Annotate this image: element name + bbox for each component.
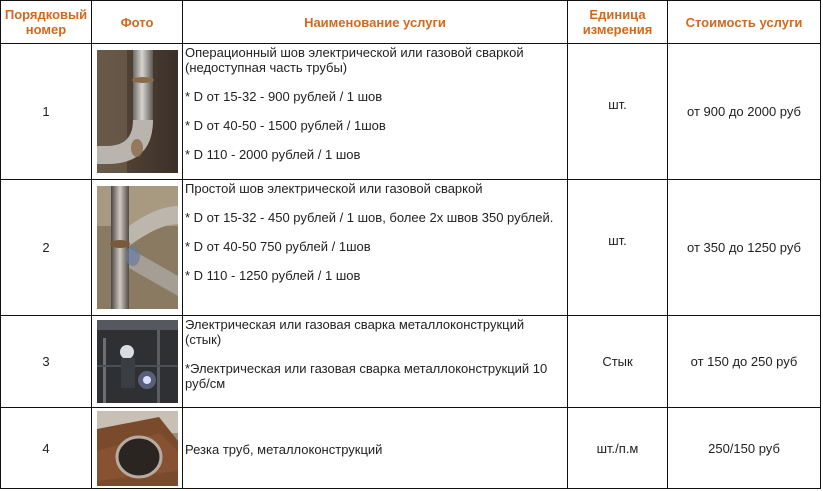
welded-pipe-joint-photo: [97, 186, 178, 309]
header-unit: Единица измерения: [582, 7, 653, 37]
row-number: 4: [42, 441, 50, 456]
unit-value: Стык: [602, 354, 633, 369]
service-title: Операционный шов электрической или газовой сваркой (недоступная часть трубы): [185, 45, 524, 75]
row-number: 3: [42, 354, 50, 369]
price-value: от 900 до 2000 руб: [687, 104, 801, 119]
welded-pipe-elbow-photo: [97, 50, 178, 173]
service-description: [183, 180, 567, 315]
column-divider: [91, 1, 92, 488]
cut-pipe-end-photo: [97, 411, 178, 486]
unit-value: шт.: [608, 232, 627, 248]
price-detail: * D от 15-32 - 900 рублей / 1 шов: [185, 89, 383, 104]
price-detail: * D 110 - 1250 рублей / 1 шов: [185, 268, 361, 283]
service-title: Электрическая или газовая сварка металлоконструкций (стык): [185, 317, 525, 347]
price-detail: * D от 40-50 750 рублей / 1шов: [185, 239, 371, 254]
header-service-name: Наименование услуги: [304, 14, 446, 30]
header-number: Порядковый номер: [4, 7, 88, 37]
service-description: [183, 408, 567, 489]
header-price: Стоимость услуги: [685, 14, 803, 30]
price-detail: * D от 40-50 - 1500 рублей / 1шов: [185, 118, 386, 133]
price-detail: * D от 15-32 - 450 рублей / 1 шов, более 2х швов 350 рублей.: [185, 210, 554, 225]
welder-at-work-photo: [97, 320, 178, 403]
service-title: Резка труб, металлоконструкций: [185, 441, 383, 457]
header-photo: Фото: [120, 14, 154, 30]
row-number: 2: [42, 240, 50, 255]
price-value: 250/150 руб: [708, 441, 780, 456]
unit-value: шт./п.м: [596, 441, 639, 456]
row-number: 1: [42, 104, 50, 119]
price-detail: *Электрическая или газовая сварка металлоконструкций 10 руб/см: [185, 361, 548, 391]
service-description: [183, 316, 567, 407]
service-description: [183, 44, 567, 179]
price-value: от 350 до 1250 руб: [687, 240, 801, 255]
price-value: от 150 до 250 руб: [690, 354, 798, 369]
unit-value: шт.: [608, 96, 627, 112]
price-detail: * D 110 - 2000 рублей / 1 шов: [185, 147, 361, 162]
service-title: Простой шов электрической или газовой сваркой: [185, 181, 483, 196]
